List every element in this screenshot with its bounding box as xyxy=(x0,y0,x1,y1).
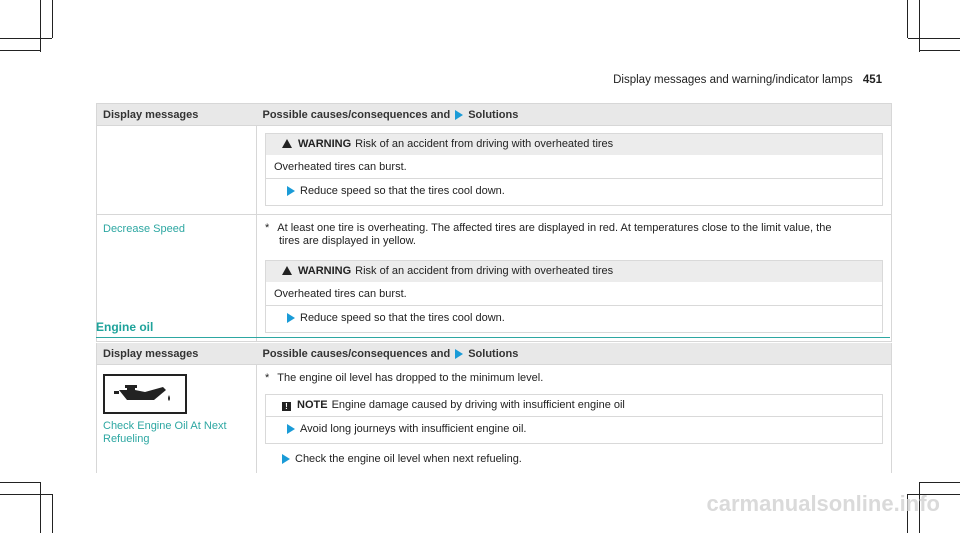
column-header-causes: Possible causes/consequences and Solutions xyxy=(257,343,892,365)
crop-mark xyxy=(52,0,53,38)
crop-mark xyxy=(919,0,920,52)
display-messages-table xyxy=(96,103,892,342)
crop-mark xyxy=(0,494,52,495)
warning-icon xyxy=(282,139,292,148)
crop-mark xyxy=(40,0,41,52)
watermark: carmanualsonline.info xyxy=(706,491,940,516)
crop-mark xyxy=(0,38,52,39)
crop-mark xyxy=(908,38,960,39)
crop-mark xyxy=(40,482,41,533)
warning-box: WARNING Risk of an accident from driving with overheated tires Overheated tires can burst. Reduce speed so that the tires cool down. xyxy=(265,133,883,206)
column-header-messages: Display messages xyxy=(97,343,257,365)
step-arrow-icon xyxy=(287,186,295,196)
table-row: Decrease Speed * At least one tire is overheating. The affected tires are displayed in red. At temperatures close to the limit value, the tires are displayed in yellow. WARNING Risk of an accident from driving with overheated tires Overheated tires can burst. Reduce speed so that the tires cool down. xyxy=(97,215,892,342)
page-number: 451 xyxy=(862,74,882,86)
running-header xyxy=(613,74,882,86)
note-box: ! NOTE Engine damage caused by driving with insufficient engine oil Avoid long journeys with insufficient engine oil. xyxy=(265,394,883,444)
column-header-causes: Possible causes/consequences and Solutions xyxy=(257,104,892,126)
warning-icon xyxy=(282,266,292,275)
arrow-icon xyxy=(455,349,463,359)
arrow-icon xyxy=(455,110,463,120)
table-row xyxy=(97,126,892,215)
warning-box: WARNING Risk of an accident from driving with overheated tires Overheated tires can burst. Reduce speed so that the tires cool down. xyxy=(265,260,883,333)
header-title: Display messages and warning/indicator lamps xyxy=(613,74,853,86)
column-header-messages: Display messages xyxy=(97,104,257,126)
note-icon: ! xyxy=(282,402,291,411)
crop-mark xyxy=(920,482,960,483)
crop-mark xyxy=(52,494,53,533)
step-arrow-icon xyxy=(287,424,295,434)
crop-mark xyxy=(907,0,908,38)
crop-mark xyxy=(0,50,40,51)
engine-oil-table xyxy=(96,343,892,473)
section-title: Engine oil xyxy=(96,320,154,334)
display-message: Check Engine Oil At Next Refueling xyxy=(103,420,227,445)
section-divider xyxy=(96,337,890,338)
display-message: Decrease Speed xyxy=(97,215,257,342)
oil-can-icon xyxy=(103,374,187,414)
crop-mark xyxy=(920,50,960,51)
table-row: Check Engine Oil At Next Refueling * The engine oil level has dropped to the minimum level. ! NOTE Engine damage caused by driving with insufficient engine oil Avoid long journeys with insufficient engine oil. Check the engine oil level when next refueling. xyxy=(97,365,892,474)
step-arrow-icon xyxy=(282,454,290,464)
crop-mark xyxy=(0,482,40,483)
step-arrow-icon xyxy=(287,313,295,323)
